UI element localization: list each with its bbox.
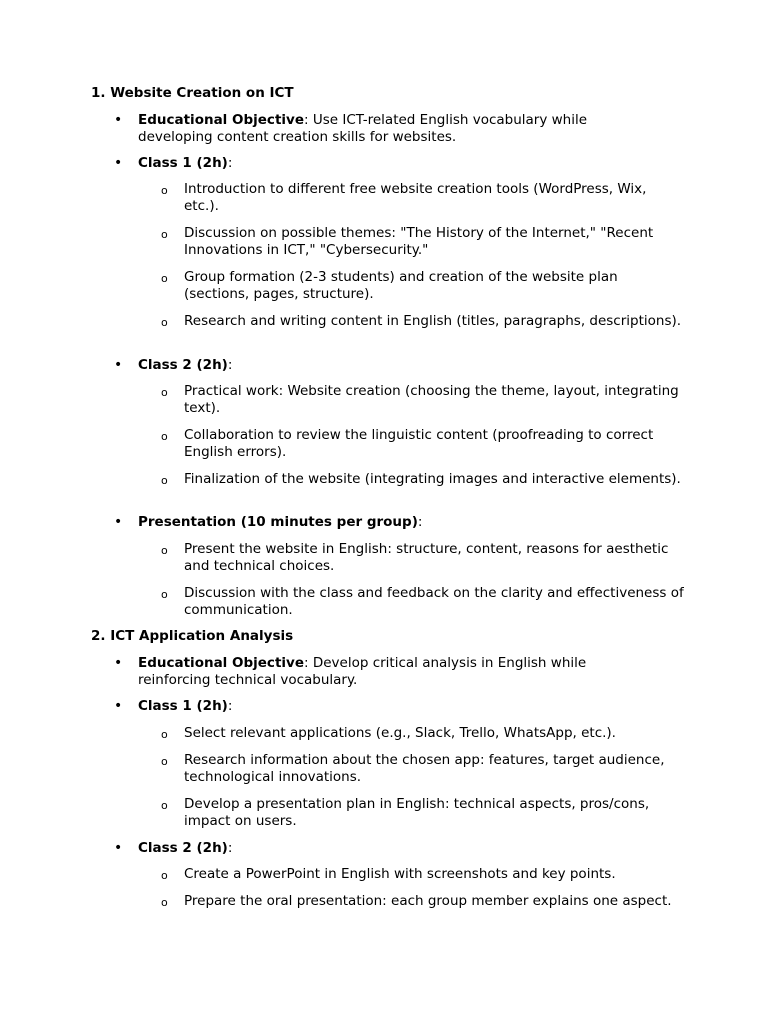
sub-bullet-marker: o (161, 728, 168, 741)
sub-bullet-marker: o (161, 474, 168, 487)
bullet-marker: • (114, 698, 123, 714)
class-heading: Class 1 (2h): (138, 698, 233, 714)
objective-item (138, 655, 658, 689)
objective-item (138, 112, 658, 146)
class-heading: Class 1 (2h): (138, 155, 233, 171)
sub-bullet-marker: o (161, 588, 168, 601)
bullet-marker: • (114, 155, 123, 171)
list-item: Research and writing content in English (titles, paragraphs, descriptions). (184, 313, 682, 329)
sub-bullet-marker: o (161, 755, 168, 768)
list-item: Develop a presentation plan in English: technical aspects, pros/cons, impact on users. (184, 796, 650, 829)
list-item: Discussion with the class and feedback on the clarity and effectiveness of communication. (184, 585, 684, 618)
list-item: Practical work: Website creation (choosing the theme, layout, integrating text). (184, 383, 679, 416)
sub-bullet-marker: o (161, 799, 168, 812)
list-item: Collaboration to review the linguistic content (proofreading to correct English errors). (184, 427, 654, 460)
list-item: Group formation (2-3 students) and creation of the website plan (sections, pages, structure). (184, 269, 618, 302)
sub-bullet-marker: o (161, 896, 168, 909)
class-heading: Class 2 (2h): (138, 840, 233, 856)
objective-label: Educational Objective (138, 655, 304, 671)
objective-label: Educational Objective (138, 112, 304, 128)
sub-bullet-marker: o (161, 869, 168, 882)
objective-text: : Develop critical analysis in English while reinforcing technical vocabulary. (138, 655, 587, 688)
list-item: Present the website in English: structure, content, reasons for aesthetic and technical choices. (184, 541, 669, 574)
bullet-marker: • (114, 655, 123, 671)
class-heading: Class 2 (2h): (138, 357, 233, 373)
list-item: Prepare the oral presentation: each group member explains one aspect. (184, 893, 672, 909)
sub-bullet-marker: o (161, 228, 168, 241)
section-title: 2. ICT Application Analysis (91, 628, 294, 644)
list-item: Research information about the chosen app: features, target audience, technological innovations. (184, 752, 665, 785)
bullet-marker: • (114, 514, 123, 530)
sub-bullet-marker: o (161, 386, 168, 399)
sub-bullet-marker: o (161, 430, 168, 443)
list-item: Create a PowerPoint in English with screenshots and key points. (184, 866, 616, 882)
sub-bullet-marker: o (161, 184, 168, 197)
sub-bullet-marker: o (161, 272, 168, 285)
sub-bullet-marker: o (161, 316, 168, 329)
list-item: Discussion on possible themes: "The History of the Internet," "Recent Innovations in ICT," "Cybersecurity." (184, 225, 654, 258)
sub-bullet-marker: o (161, 544, 168, 557)
bullet-marker: • (114, 112, 123, 128)
list-item: Finalization of the website (integrating images and interactive elements). (184, 471, 681, 487)
bullet-marker: • (114, 840, 123, 856)
list-item: Select relevant applications (e.g., Slack, Trello, WhatsApp, etc.). (184, 725, 616, 741)
class-heading: Presentation (10 minutes per group): (138, 514, 423, 530)
list-item: Introduction to different free website creation tools (WordPress, Wix, etc.). (184, 181, 647, 214)
section-title: 1. Website Creation on ICT (91, 85, 294, 101)
objective-text: : Use ICT-related English vocabulary while developing content creation skills for websites. (138, 112, 588, 145)
bullet-marker: • (114, 357, 123, 373)
